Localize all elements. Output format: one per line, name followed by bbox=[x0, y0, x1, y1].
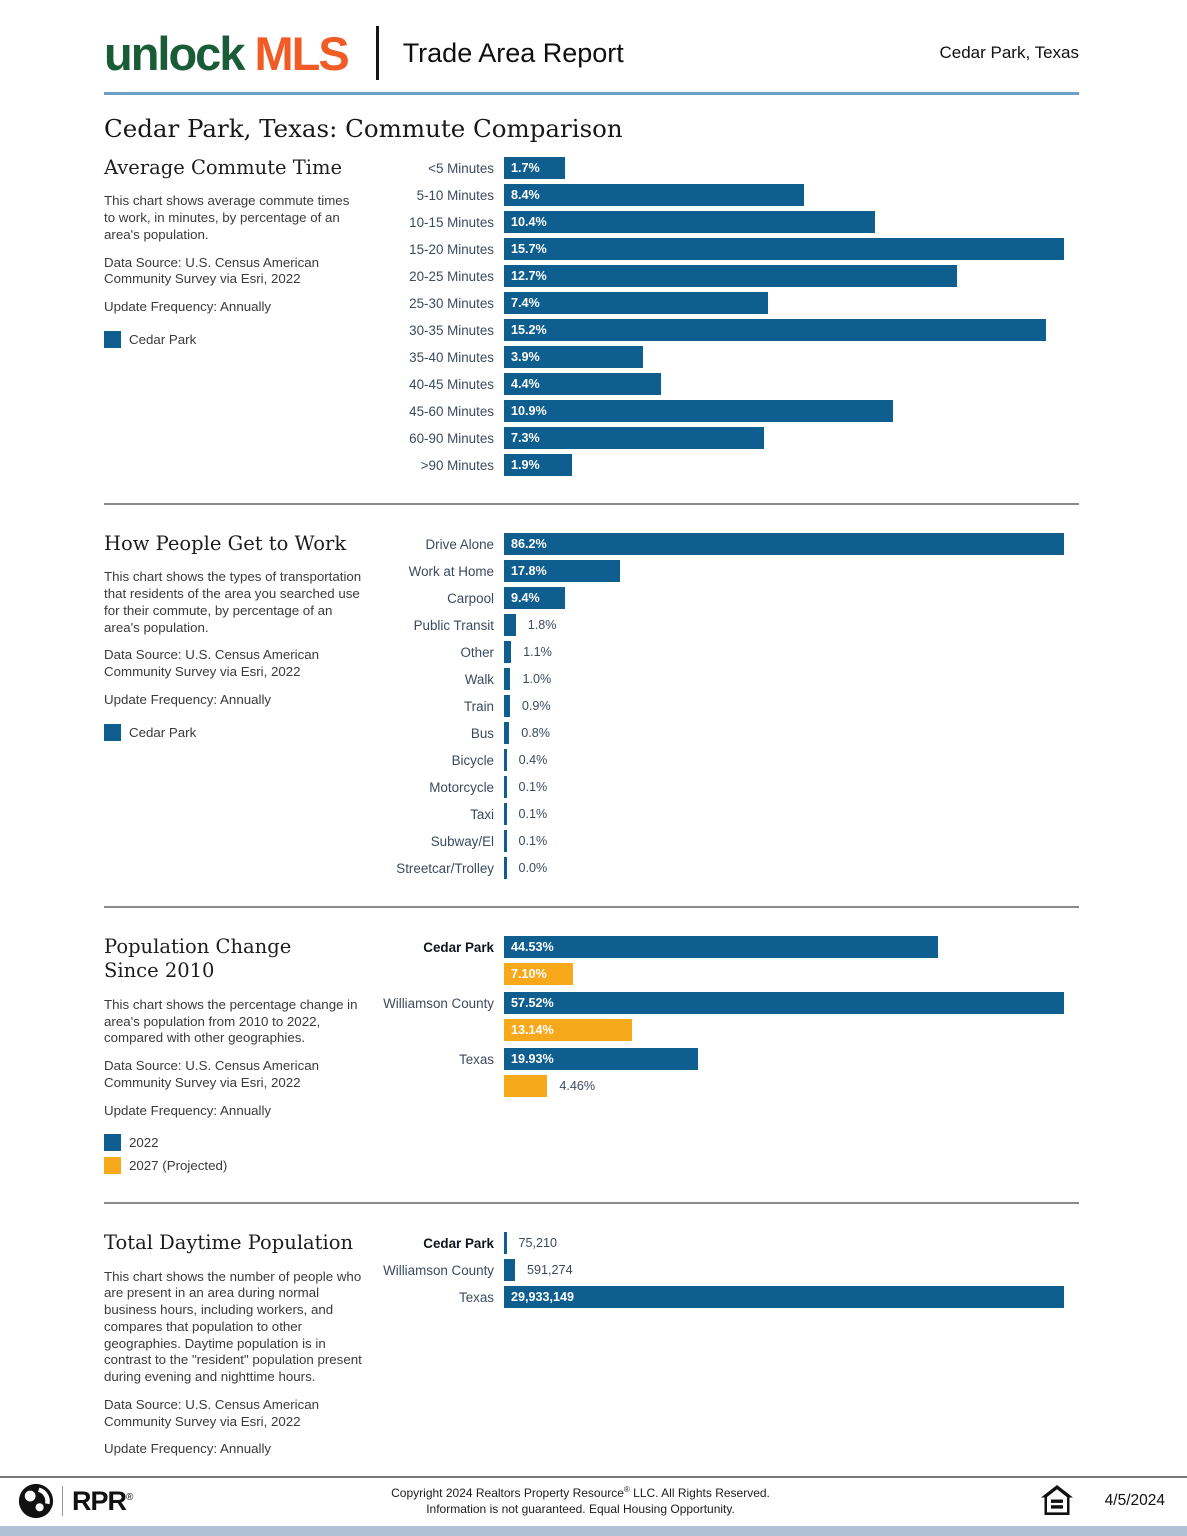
bar-chart bbox=[376, 532, 1079, 884]
chart-row bbox=[376, 1232, 1079, 1254]
bar-fill bbox=[504, 292, 768, 314]
legend-swatch bbox=[104, 1134, 121, 1151]
legend-label: Cedar Park bbox=[129, 724, 197, 740]
legend-label: Cedar Park bbox=[129, 331, 197, 347]
bar-chart bbox=[376, 1231, 1079, 1469]
legend-item bbox=[104, 331, 362, 348]
bar-fill bbox=[504, 265, 957, 287]
section-average-commute-time bbox=[104, 156, 1079, 481]
bar-category-label: Cedar Park bbox=[423, 939, 494, 955]
bottom-accent-strip bbox=[0, 1526, 1187, 1536]
bar-value-label: 591,274 bbox=[527, 1263, 573, 1278]
chart-data-source: Data Source: U.S. Census American Community Survey via Esri, 2022 bbox=[104, 1058, 320, 1090]
bar-category-label: Public Transit bbox=[413, 617, 494, 633]
legend-swatch bbox=[104, 724, 121, 741]
bar-value-label: 29,933,149 bbox=[511, 1290, 575, 1305]
legend-label: 2022 bbox=[129, 1135, 159, 1151]
bar-fill bbox=[504, 963, 573, 985]
rpr-logo-divider bbox=[62, 1486, 63, 1516]
bar-category-label: Subway/El bbox=[430, 833, 494, 849]
logo-unlock-text: unlock bbox=[104, 26, 244, 80]
bar-value-label: 7.10% bbox=[511, 967, 547, 981]
section-how-people-get-to-work bbox=[104, 532, 1079, 884]
chart-row bbox=[376, 1048, 1079, 1070]
rpr-logo bbox=[18, 1483, 132, 1519]
section-divider bbox=[104, 906, 1079, 908]
chart-row bbox=[376, 749, 1079, 771]
bar-category-label: Carpool bbox=[447, 590, 494, 606]
chart-row bbox=[376, 1286, 1079, 1308]
bar-fill bbox=[504, 614, 516, 636]
chart-row bbox=[376, 963, 1079, 985]
bar-category-label: 25-30 Minutes bbox=[409, 295, 494, 311]
chart-legend bbox=[104, 1134, 362, 1174]
chart-info-panel bbox=[104, 1231, 376, 1469]
bar-fill bbox=[504, 1232, 507, 1254]
bar-category-label: Williamson County bbox=[383, 1262, 494, 1278]
bar-category-label: 40-45 Minutes bbox=[409, 376, 494, 392]
bar-fill bbox=[504, 641, 511, 663]
chart-row bbox=[376, 695, 1079, 717]
chart-info-panel bbox=[104, 935, 376, 1180]
copyright-line1: Copyright 2024 Realtors Property Resource® LLC. All Rights Reserved. bbox=[391, 1484, 770, 1500]
bar-category-label: <5 Minutes bbox=[428, 160, 494, 176]
chart-description: This chart shows average commute times to work, in minutes, by percentage of an area's population. bbox=[104, 193, 350, 242]
chart-title: Total Daytime Population bbox=[104, 1231, 354, 1255]
bar-category-label: Drive Alone bbox=[425, 536, 494, 552]
section-total-daytime-population bbox=[104, 1231, 1079, 1469]
chart-row bbox=[376, 157, 1079, 179]
bar-fill bbox=[504, 830, 507, 852]
chart-row bbox=[376, 1259, 1079, 1281]
bar-value-label: 86.2% bbox=[511, 537, 547, 551]
report-location: Cedar Park, Texas bbox=[939, 43, 1079, 62]
bar-value-label: 1.7% bbox=[511, 161, 540, 175]
bar-category-label: Bus bbox=[470, 725, 494, 741]
chart-row bbox=[376, 292, 1079, 314]
chart-data-source: Data Source: U.S. Census American Community Survey via Esri, 2022 bbox=[104, 647, 320, 680]
bar-fill bbox=[504, 1259, 515, 1281]
chart-row bbox=[376, 992, 1079, 1014]
chart-row bbox=[376, 238, 1079, 260]
bar-category-label: Bicycle bbox=[451, 752, 494, 768]
chart-row bbox=[376, 533, 1079, 555]
page-title: Cedar Park, Texas: Commute Comparison bbox=[104, 114, 623, 143]
bar-value-label: 0.1% bbox=[518, 780, 548, 794]
bar-value-label: 17.8% bbox=[511, 564, 547, 578]
chart-row bbox=[376, 722, 1079, 744]
bar-value-label: 57.52% bbox=[511, 996, 554, 1010]
bar-fill bbox=[504, 346, 643, 368]
logo-mls-text: MLS bbox=[254, 26, 348, 80]
chart-row bbox=[376, 454, 1079, 476]
bar-fill bbox=[504, 400, 893, 422]
chart-row bbox=[376, 587, 1079, 609]
chart-description: This chart shows the types of transportation that residents of the area you searched use for their commute, by percentage of an area's population. bbox=[104, 569, 362, 635]
bar-category-label: Other bbox=[460, 644, 494, 660]
bar-value-label: 0.0% bbox=[518, 861, 548, 875]
bar-value-label: 10.4% bbox=[511, 215, 547, 229]
bar-fill bbox=[504, 776, 507, 798]
bar-fill bbox=[504, 157, 565, 179]
bar-value-label: 0.1% bbox=[518, 834, 548, 848]
bar-value-label: 1.8% bbox=[527, 618, 557, 632]
bar-fill bbox=[504, 992, 1064, 1014]
report-footer bbox=[0, 1476, 1187, 1526]
bar-value-label: 75,210 bbox=[518, 1236, 558, 1251]
bar-category-label: Motorcycle bbox=[429, 779, 494, 795]
rpr-mark-icon bbox=[18, 1483, 54, 1519]
bar-category-label: 30-35 Minutes bbox=[409, 322, 494, 338]
report-date: 4/5/2024 bbox=[1104, 1492, 1165, 1509]
chart-row bbox=[376, 265, 1079, 287]
bar-value-label: 3.9% bbox=[511, 350, 540, 364]
chart-update-frequency: Update Frequency: Annually bbox=[104, 691, 272, 707]
chart-info-panel bbox=[104, 156, 376, 481]
chart-description: This chart shows the number of people who are present in an area during normal business hours, including workers, and compares that population to other geographies. Daytime population is in contrast to the "resident" population present during evening and nighttime hours. bbox=[104, 1268, 362, 1385]
chart-row bbox=[376, 857, 1079, 879]
bar-category-label: 45-60 Minutes bbox=[409, 403, 494, 419]
chart-row bbox=[376, 373, 1079, 395]
copyright-line2: Information is not guaranteed. Equal Housing Opportunity. bbox=[426, 1501, 735, 1516]
rpr-text: RPR® bbox=[72, 1485, 133, 1516]
chart-row bbox=[376, 400, 1079, 422]
chart-row bbox=[376, 936, 1079, 958]
bar-category-label: Texas bbox=[459, 1289, 494, 1305]
section-divider bbox=[104, 1202, 1079, 1204]
bar-fill bbox=[504, 936, 938, 958]
bar-value-label: 7.4% bbox=[511, 296, 540, 310]
bar-category-label: 10-15 Minutes bbox=[409, 214, 494, 230]
bar-value-label: 1.1% bbox=[523, 645, 552, 659]
chart-row bbox=[376, 319, 1079, 341]
bar-fill bbox=[504, 427, 764, 449]
legend-item bbox=[104, 724, 362, 741]
bar-chart bbox=[376, 156, 1079, 481]
chart-row bbox=[376, 776, 1079, 798]
bar-value-label: 1.0% bbox=[522, 672, 552, 686]
chart-update-frequency: Update Frequency: Annually bbox=[104, 1441, 272, 1457]
bar-fill bbox=[504, 668, 510, 690]
equal-housing-icon bbox=[1039, 1484, 1075, 1518]
bar-value-label: 1.9% bbox=[511, 458, 540, 472]
bar-value-label: 9.4% bbox=[511, 591, 540, 605]
bar-category-label: Williamson County bbox=[383, 995, 494, 1011]
bar-value-label: 4.46% bbox=[559, 1079, 596, 1093]
chart-title: How People Get to Work bbox=[104, 532, 347, 555]
bar-fill bbox=[504, 533, 1064, 555]
bar-fill bbox=[504, 373, 661, 395]
footer-copyright bbox=[132, 1485, 1028, 1517]
bar-category-label: 15-20 Minutes bbox=[409, 241, 494, 257]
bar-category-label: Train bbox=[463, 698, 494, 714]
chart-row bbox=[376, 1075, 1079, 1097]
bar-chart bbox=[376, 935, 1079, 1180]
legend-label: 2027 (Projected) bbox=[129, 1158, 228, 1174]
bar-category-label: 5-10 Minutes bbox=[416, 187, 494, 203]
bar-category-label: Texas bbox=[459, 1051, 494, 1067]
bar-value-label: 12.7% bbox=[511, 269, 547, 283]
bar-value-label: 8.4% bbox=[511, 188, 540, 202]
bar-fill bbox=[504, 587, 565, 609]
bar-value-label: 10.9% bbox=[511, 404, 547, 418]
bar-fill bbox=[504, 749, 507, 771]
chart-row bbox=[376, 560, 1079, 582]
bar-fill bbox=[504, 454, 572, 476]
bar-fill bbox=[504, 560, 620, 582]
bar-category-label: Work at Home bbox=[408, 563, 494, 579]
chart-row bbox=[376, 346, 1079, 368]
bar-category-label: >90 Minutes bbox=[420, 457, 494, 473]
bar-fill bbox=[504, 695, 510, 717]
chart-update-frequency: Update Frequency: Annually bbox=[104, 1102, 272, 1118]
section-divider bbox=[104, 503, 1079, 505]
legend-item bbox=[104, 1134, 362, 1151]
bar-fill bbox=[504, 1048, 698, 1070]
section-population-change bbox=[104, 935, 1079, 1180]
bar-value-label: 13.14% bbox=[511, 1023, 554, 1037]
bar-category-label: Cedar Park bbox=[423, 1235, 494, 1251]
chart-data-source: Data Source: U.S. Census American Community Survey via Esri, 2022 bbox=[104, 254, 320, 287]
bar-fill bbox=[504, 184, 804, 206]
chart-row bbox=[376, 803, 1079, 825]
bar-category-label: Taxi bbox=[470, 806, 494, 822]
unlock-mls-logo bbox=[104, 26, 348, 80]
bar-category-label: Streetcar/Trolley bbox=[396, 860, 494, 876]
chart-description: This chart shows the percentage change in area's population from 2010 to 2022, compared with other geographies. bbox=[104, 996, 358, 1046]
bar-value-label: 0.1% bbox=[518, 807, 548, 821]
bar-value-label: 4.4% bbox=[511, 377, 540, 391]
chart-row bbox=[376, 668, 1079, 690]
bar-value-label: 7.3% bbox=[511, 431, 540, 445]
chart-title: Population Change Since 2010 bbox=[104, 935, 292, 983]
bar-value-label: 15.2% bbox=[511, 323, 547, 337]
bar-fill bbox=[504, 722, 509, 744]
chart-row bbox=[376, 427, 1079, 449]
bar-fill bbox=[504, 803, 507, 825]
bar-value-label: 0.8% bbox=[521, 726, 550, 740]
header-rule bbox=[104, 92, 1079, 95]
bar-fill bbox=[504, 1075, 547, 1097]
bar-fill bbox=[504, 857, 507, 879]
bar-category-label: 35-40 Minutes bbox=[409, 349, 494, 365]
chart-row bbox=[376, 830, 1079, 852]
bar-value-label: 0.4% bbox=[518, 753, 548, 767]
chart-info-panel bbox=[104, 532, 376, 884]
chart-data-source: Data Source: U.S. Census American Community Survey via Esri, 2022 bbox=[104, 1396, 320, 1429]
logo-separator bbox=[376, 26, 379, 80]
bar-fill bbox=[504, 211, 875, 233]
bar-value-label: 15.7% bbox=[511, 242, 547, 256]
bar-fill bbox=[504, 1019, 632, 1041]
chart-row bbox=[376, 211, 1079, 233]
bar-value-label: 44.53% bbox=[511, 940, 554, 954]
bar-value-label: 19.93% bbox=[511, 1052, 554, 1066]
bar-fill bbox=[504, 319, 1046, 341]
bar-fill bbox=[504, 238, 1064, 260]
bar-category-label: Walk bbox=[464, 671, 494, 687]
chart-row bbox=[376, 614, 1079, 636]
bar-fill bbox=[504, 1286, 1064, 1308]
chart-title: Average Commute Time bbox=[104, 156, 343, 179]
bar-value-label: 0.9% bbox=[521, 699, 551, 713]
legend-swatch bbox=[104, 1157, 121, 1174]
chart-legend bbox=[104, 331, 362, 348]
bar-category-label: 60-90 Minutes bbox=[409, 430, 494, 446]
chart-legend bbox=[104, 724, 362, 741]
bar-category-label: 20-25 Minutes bbox=[409, 268, 494, 284]
legend-swatch bbox=[104, 331, 121, 348]
report-title: Trade Area Report bbox=[402, 37, 624, 68]
chart-row bbox=[376, 184, 1079, 206]
chart-row bbox=[376, 641, 1079, 663]
chart-row bbox=[376, 1019, 1079, 1041]
report-header bbox=[104, 0, 1079, 95]
legend-item bbox=[104, 1157, 362, 1174]
chart-update-frequency: Update Frequency: Annually bbox=[104, 299, 272, 315]
